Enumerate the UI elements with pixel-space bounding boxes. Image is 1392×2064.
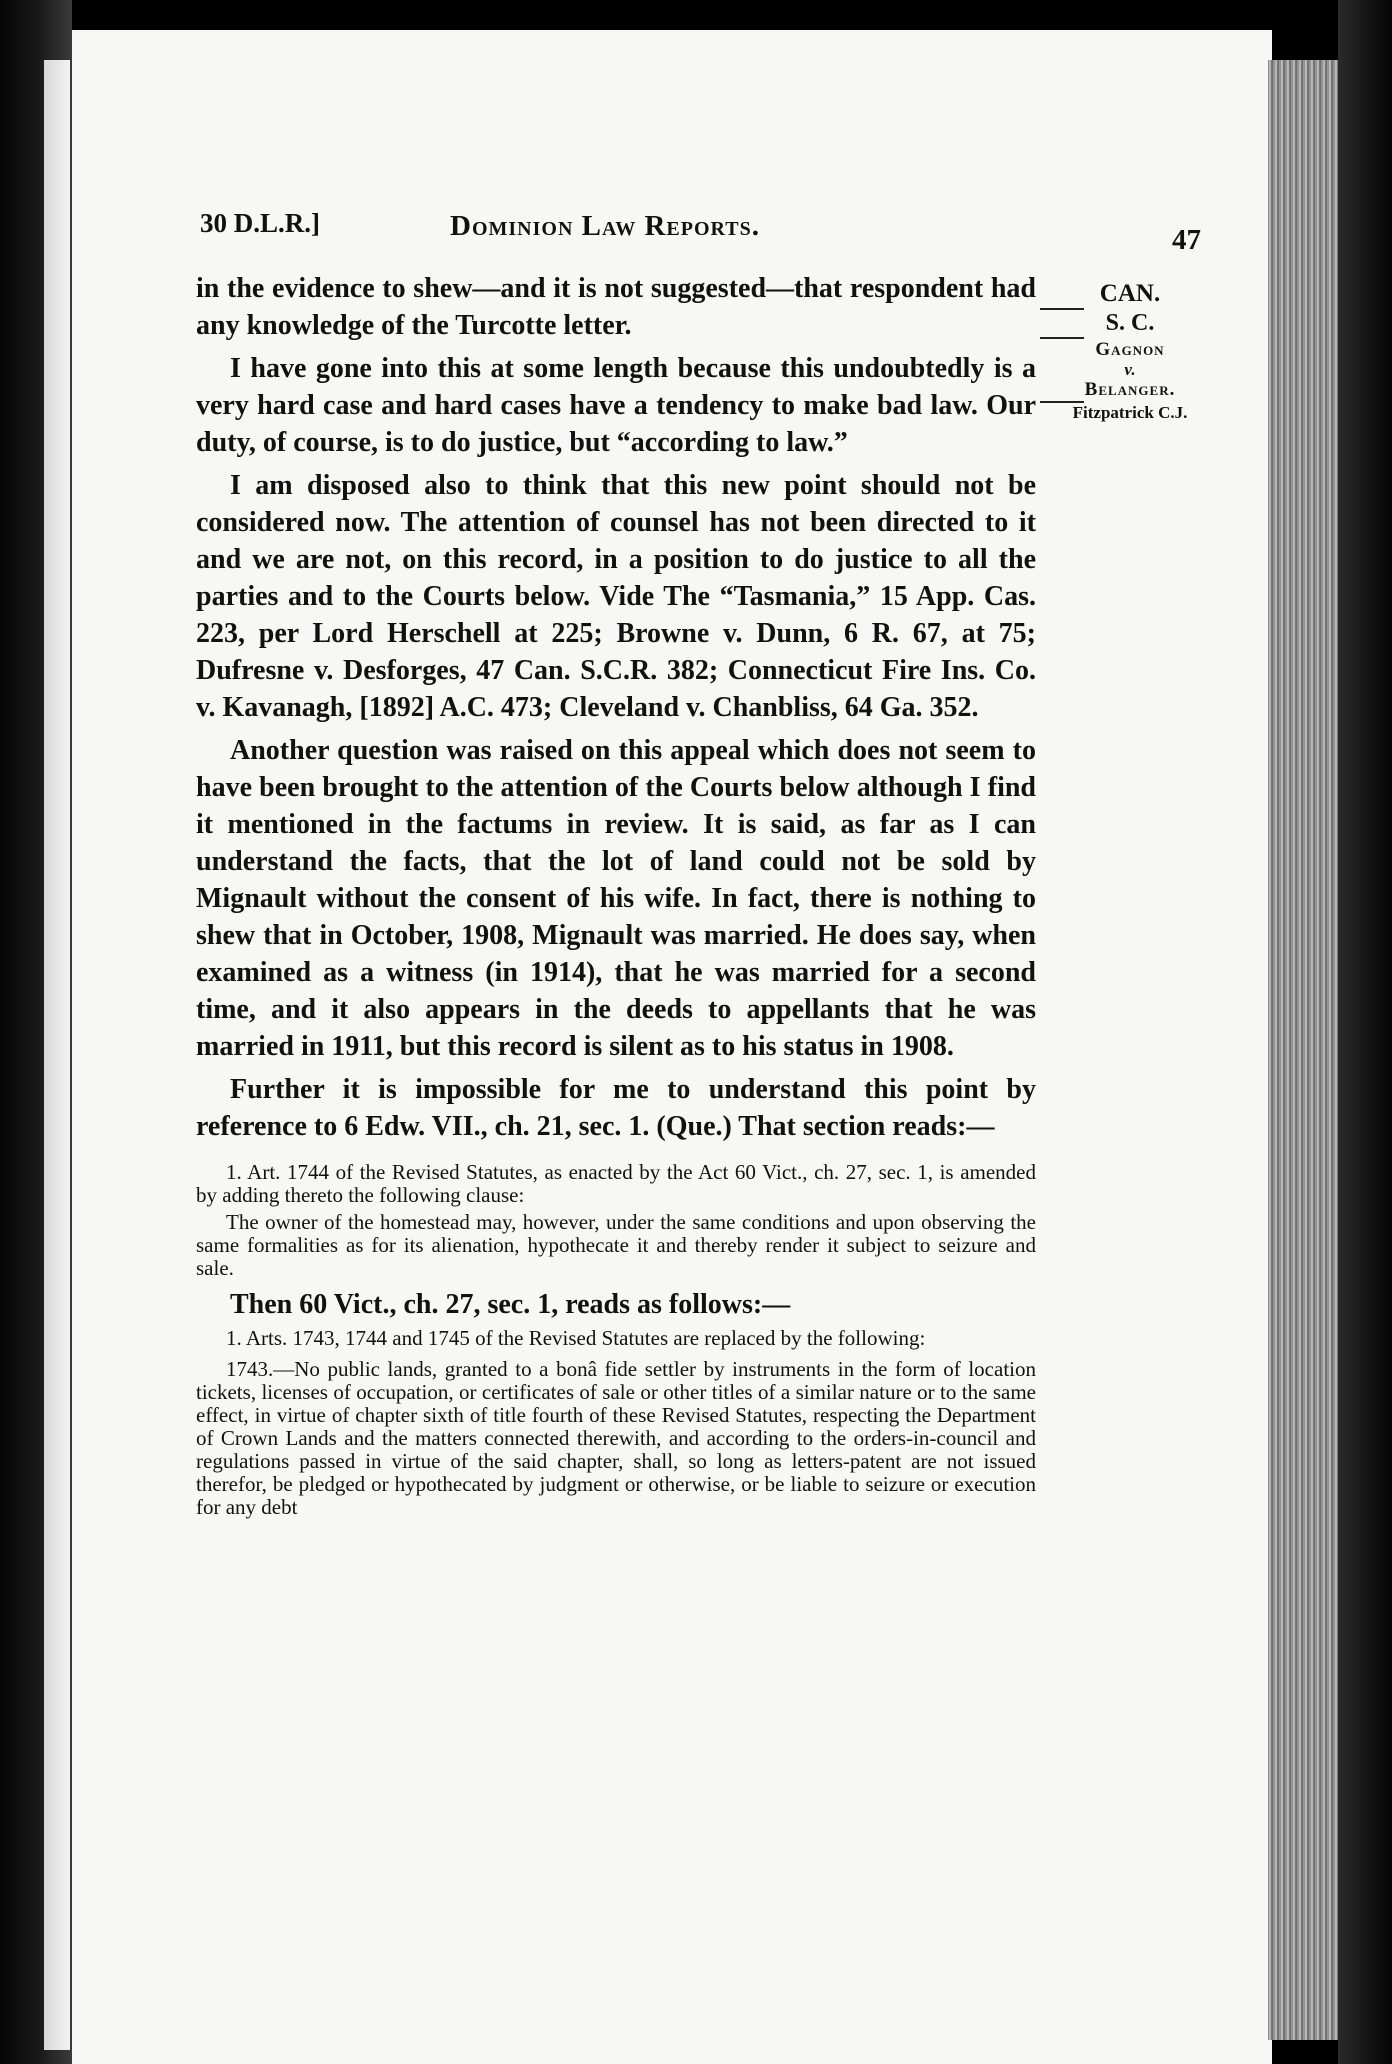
sidenote-judge: Fitzpatrick C.J. (1072, 403, 1188, 422)
margin-sidenote (1040, 280, 1220, 423)
page-header (200, 208, 1201, 256)
running-head: 30 D.L.R.] (200, 208, 320, 238)
paragraph: I have gone into this at some length because this undoubtedly is a very hard case and hard cases have a tendency to make bad law. Our duty, of course, is to do justice, but “according to law.” (196, 353, 1036, 458)
journal-title: Dominion Law Reports. (450, 210, 760, 242)
page-number: 47 (1172, 224, 1201, 256)
book-cover-edge (1338, 0, 1392, 2064)
paragraph: Further it is impossible for me to understand this point by reference to 6 Edw. VII., ch. 21, sec. 1. (Que.) That section reads:— (196, 1074, 1036, 1142)
sidenote-country: CAN. (1099, 280, 1161, 307)
sidenote-party-2: Belanger. (1084, 379, 1176, 400)
sidenote-party-1: Gagnon (1095, 339, 1165, 360)
statute-quote: 1. Art. 1744 of the Revised Statutes, as enacted by the Act 60 Vict., ch. 27, sec. 1, is amended by adding thereto the following clause: (196, 1160, 1036, 1207)
page-stack-edges (1268, 60, 1348, 2040)
paragraph: Another question was raised on this appeal which does not seem to have been brought to the attention of the Courts below although I find it mentioned in the factums in review. It is said, as far as I can understand the facts, that the lot of land could not be sold by Mignault without the consent of his wife. In fact, there is nothing to shew that in October, 1908, Mignault was married. He does say, when examined as a witness (in 1914), that he was married for a second time, and it also appears in the deeds to appellants that he was married in 1911, but this record is silent as to his status in 1908. (196, 735, 1036, 1062)
sidenote-versus: v. (1124, 360, 1136, 379)
statute-quote: 1. Arts. 1743, 1744 and 1745 of the Revised Statutes are replaced by the following: (226, 1326, 926, 1350)
paragraph: I am disposed also to think that this new point should not be considered now. The attention of counsel has not been directed to it and we are not, on this record, in a position to do justice to all the parties and to the Courts below. Vide The “Tasmania,” 15 App. Cas. 223, per Lord Herschell at 225; Browne v. Dunn, 6 R. 67, at 75; Dufresne v. Desforges, 47 Can. S.C.R. 382; Connecticut Fire Ins. Co. v. Kavanagh, [1892] A.C. 473; Cleveland v. Chanbliss, 64 Ga. 352. (196, 470, 1036, 723)
statute-quote: The owner of the homestead may, however, under the same conditions and upon observing the same formalities as for its alienation, hypothecate it and thereby render it subject to seizure and sale. (196, 1210, 1036, 1280)
paragraph: Then 60 Vict., ch. 27, sec. 1, reads as follows:— (230, 1289, 791, 1320)
sidenote-court: S. C. (1105, 310, 1155, 336)
judgment-text (196, 270, 1036, 1519)
paragraph: in the evidence to shew—and it is not suggested—that respondent had any knowledge of the Turcotte letter. (196, 273, 1036, 341)
statute-quote: 1743.—No public lands, granted to a bonâ fide settler by instruments in the form of location tickets, licenses of occupation, or certificates of sale or other titles of a similar nature or to the same effect, in virtue of chapter sixth of title fourth of these Revised Statutes, respecting the Department of Crown Lands and the matters connected therewith, and according to the orders-in-council and regulations passed in virtue of the said chapter, shall, so long as letters-patent are not issued therefor, be pledged or hypothecated by judgment or otherwise, or be liable to seizure or execution for any debt (196, 1357, 1036, 1519)
left-page-edge (44, 60, 70, 2050)
